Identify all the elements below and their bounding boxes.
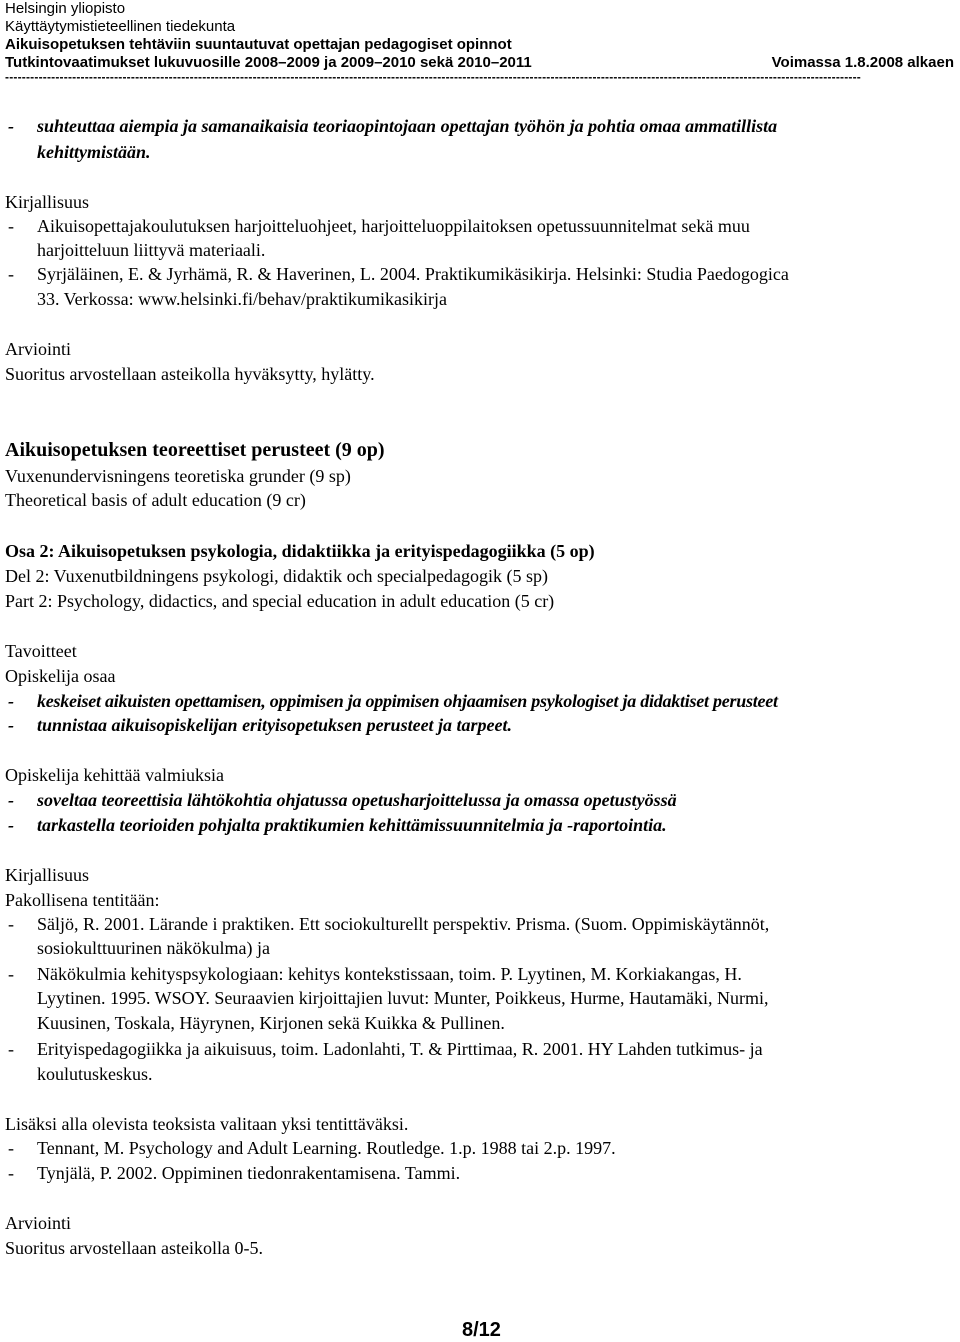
list-dash: - bbox=[8, 1163, 14, 1183]
header-faculty: Käyttäytymistieteellinen tiedekunta bbox=[5, 18, 236, 35]
part-title-en: Part 2: Psychology, didactics, and special education in adult education (5 cr) bbox=[5, 591, 555, 611]
list-dash: - bbox=[8, 790, 14, 810]
list-dash: - bbox=[8, 1039, 14, 1059]
literature-text-wrap: Kuusinen, Toskala, Häyrynen, Kirjonen sekä Kuikka & Pullinen. bbox=[37, 1013, 505, 1033]
header-programme: Aikuisopetuksen tehtäviin suuntautuvat opettajan pedagogiset opinnot bbox=[5, 36, 512, 53]
bullet-dash: - bbox=[8, 116, 14, 136]
literature-text-wrap: 33. Verkossa: www.helsinki.fi/behav/praktikumikasikirja bbox=[37, 289, 447, 309]
literature-heading: Kirjallisuus bbox=[5, 192, 89, 212]
literature-text-wrap: sosiokulttuurinen näkökulma) ja bbox=[37, 938, 270, 958]
bullet-text: suhteuttaa aiempia ja samanaikaisia teoriaopintojaan opettajan työhön ja pohtia omaa ammatillista bbox=[37, 116, 778, 136]
evaluation-text: Suoritus arvostellaan asteikolla hyväksytty, hylätty. bbox=[5, 364, 375, 384]
literature-text: Säljö, R. 2001. Lärande i praktiken. Ett sociokulturellt perspektiv. Prisma. (Suom. Oppimiskäytännöt, bbox=[37, 914, 770, 934]
literature-text: Syrjäläinen, E. & Jyrhämä, R. & Haverinen, L. 2004. Praktikumikäsikirja. Helsinki: Studia Paedogogica bbox=[37, 264, 789, 284]
literature-intro: Pakollisena tentitään: bbox=[5, 890, 160, 910]
list-dash: - bbox=[8, 216, 14, 236]
goals-heading: Tavoitteet bbox=[5, 641, 77, 661]
header-rule: ------------------------------------------------------------------------------------------------------------------------------------------------------------------------------------------------------------ bbox=[5, 70, 862, 84]
goal-text: keskeiset aikuisten opettamisen, oppimisen ja oppimisen ohjaamisen psykologiset ja didaktiset perusteet bbox=[37, 691, 778, 711]
literature-text-wrap: Lyytinen. 1995. WSOY. Seuraavien kirjoittajien luvut: Munter, Poikkeus, Hurme, Hautamäki, Nurmi, bbox=[37, 988, 769, 1008]
goal-text: tarkastella teorioiden pohjalta praktikumien kehittämissuunnitelmia ja -raportointia. bbox=[37, 815, 667, 835]
part-title-sv: Del 2: Vuxenutbildningens psykologi, didaktik och specialpedagogik (5 sp) bbox=[5, 566, 549, 586]
list-dash: - bbox=[8, 691, 14, 711]
literature-text: Tynjälä, P. 2002. Oppiminen tiedonrakentamisena. Tammi. bbox=[37, 1163, 461, 1183]
list-dash: - bbox=[8, 815, 14, 835]
header-valid-from: Voimassa 1.8.2008 alkaen bbox=[771, 54, 954, 71]
literature-choice: Lisäksi alla olevista teoksista valitaan yksi tentittäväksi. bbox=[5, 1114, 409, 1134]
evaluation-heading: Arviointi bbox=[5, 339, 71, 359]
literature-text: Erityispedagogiikka ja aikuisuus, toim. Ladonlahti, T. & Pirttimaa, R. 2001. HY Lahden tutkimus- ja bbox=[37, 1039, 763, 1059]
evaluation-heading: Arviointi bbox=[5, 1213, 71, 1233]
literature-text: Tennant, M. Psychology and Adult Learning. Routledge. 1.p. 1988 tai 2.p. 1997. bbox=[37, 1138, 616, 1158]
part-title: Osa 2: Aikuisopetuksen psykologia, didaktiikka ja erityispedagogiikka (5 op) bbox=[5, 541, 595, 561]
list-dash: - bbox=[8, 1138, 14, 1158]
list-dash: - bbox=[8, 964, 14, 984]
literature-text: Aikuisopettajakoulutuksen harjoitteluohjeet, harjoitteluoppilaitoksen opetussuunnitelmat sekä muu bbox=[37, 216, 750, 236]
course-title-en: Theoretical basis of adult education (9 cr) bbox=[5, 490, 306, 510]
literature-text: Näkökulmia kehityspsykologiaan: kehitys kontekstissaan, toim. P. Lyytinen, M. Korkiakangas, H. bbox=[37, 964, 742, 984]
list-dash: - bbox=[8, 715, 14, 735]
literature-heading: Kirjallisuus bbox=[5, 865, 89, 885]
goal-text: soveltaa teoreettisia lähtökohtia ohjatussa opetusharjoittelussa ja omassa opetustyössä bbox=[37, 790, 677, 810]
goals-subheading: Opiskelija kehittää valmiuksia bbox=[5, 765, 224, 785]
page-number: 8/12 bbox=[462, 1319, 501, 1341]
literature-text-wrap: koulutuskeskus. bbox=[37, 1064, 153, 1084]
course-title-sv: Vuxenundervisningens teoretiska grunder (9 sp) bbox=[5, 466, 351, 486]
list-dash: - bbox=[8, 914, 14, 934]
literature-text-wrap: harjoitteluun liittyvä materiaali. bbox=[37, 240, 266, 260]
goal-text: tunnistaa aikuisopiskelijan erityisopetuksen perusteet ja tarpeet. bbox=[37, 715, 513, 735]
course-title: Aikuisopetuksen teoreettiset perusteet (9 op) bbox=[5, 439, 385, 461]
header-requirements: Tutkintovaatimukset lukuvuosille 2008–2009 ja 2009–2010 sekä 2010–2011 bbox=[5, 54, 532, 71]
header-university: Helsingin yliopisto bbox=[5, 0, 126, 17]
list-dash: - bbox=[8, 264, 14, 284]
goals-subheading: Opiskelija osaa bbox=[5, 666, 116, 686]
bullet-text-wrap: kehittymistään. bbox=[37, 142, 151, 162]
evaluation-text: Suoritus arvostellaan asteikolla 0-5. bbox=[5, 1238, 263, 1258]
